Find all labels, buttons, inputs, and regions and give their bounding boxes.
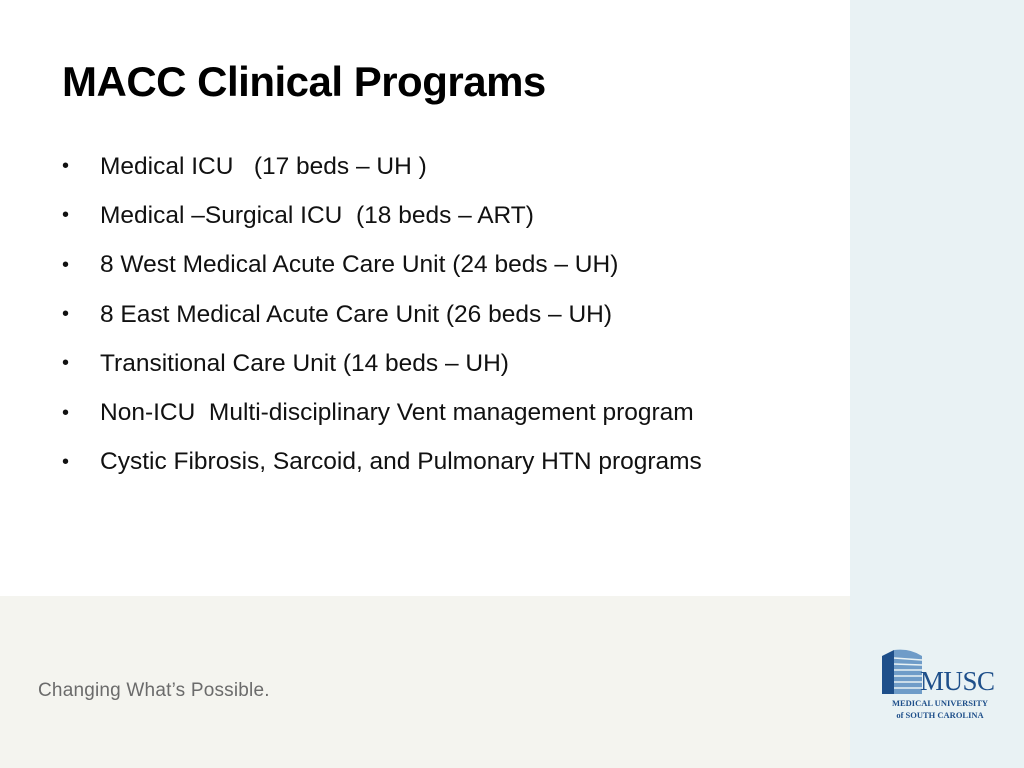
bullet-item: [62, 191, 702, 240]
logo-name: MUSC: [920, 666, 995, 696]
bullet-item: [62, 438, 702, 487]
bullet-icon: •: [62, 204, 70, 227]
bullet-icon: •: [62, 352, 70, 375]
bullet-icon: •: [62, 155, 70, 178]
logo-line1: MEDICAL UNIVERSITY: [891, 698, 989, 708]
bullet-item: [62, 290, 702, 339]
bullet-icon: •: [62, 253, 70, 276]
bullet-item: [62, 142, 702, 191]
bullet-list: [62, 142, 702, 487]
bullet-text: Medical ICU (17 beds – UH ): [100, 152, 427, 180]
musc-logo: [878, 646, 1002, 726]
bullet-text: 8 East Medical Acute Care Unit (26 beds – UH): [100, 300, 613, 328]
bullet-item: [62, 241, 702, 290]
footer-tagline: Changing What’s Possible.: [38, 680, 270, 701]
bullet-text: Medical –Surgical ICU (18 beds – ART): [100, 201, 534, 229]
bullet-text: Transitional Care Unit (14 beds – UH): [100, 349, 509, 377]
bullet-icon: •: [62, 303, 70, 326]
bullet-item: [62, 388, 702, 437]
slide-title: MACC Clinical Programs: [62, 58, 546, 105]
bullet-icon: •: [62, 450, 70, 473]
logo-line2: of SOUTH CAROLINA: [896, 710, 984, 720]
building-icon: [880, 646, 924, 696]
bullet-text: Cystic Fibrosis, Sarcoid, and Pulmonary HTN programs: [100, 448, 702, 476]
bullet-item: [62, 339, 702, 388]
bullet-text: Non-ICU Multi-disciplinary Vent management program: [100, 399, 694, 427]
bullet-icon: •: [62, 401, 70, 424]
bullet-text: 8 West Medical Acute Care Unit (24 beds – UH): [100, 251, 619, 279]
